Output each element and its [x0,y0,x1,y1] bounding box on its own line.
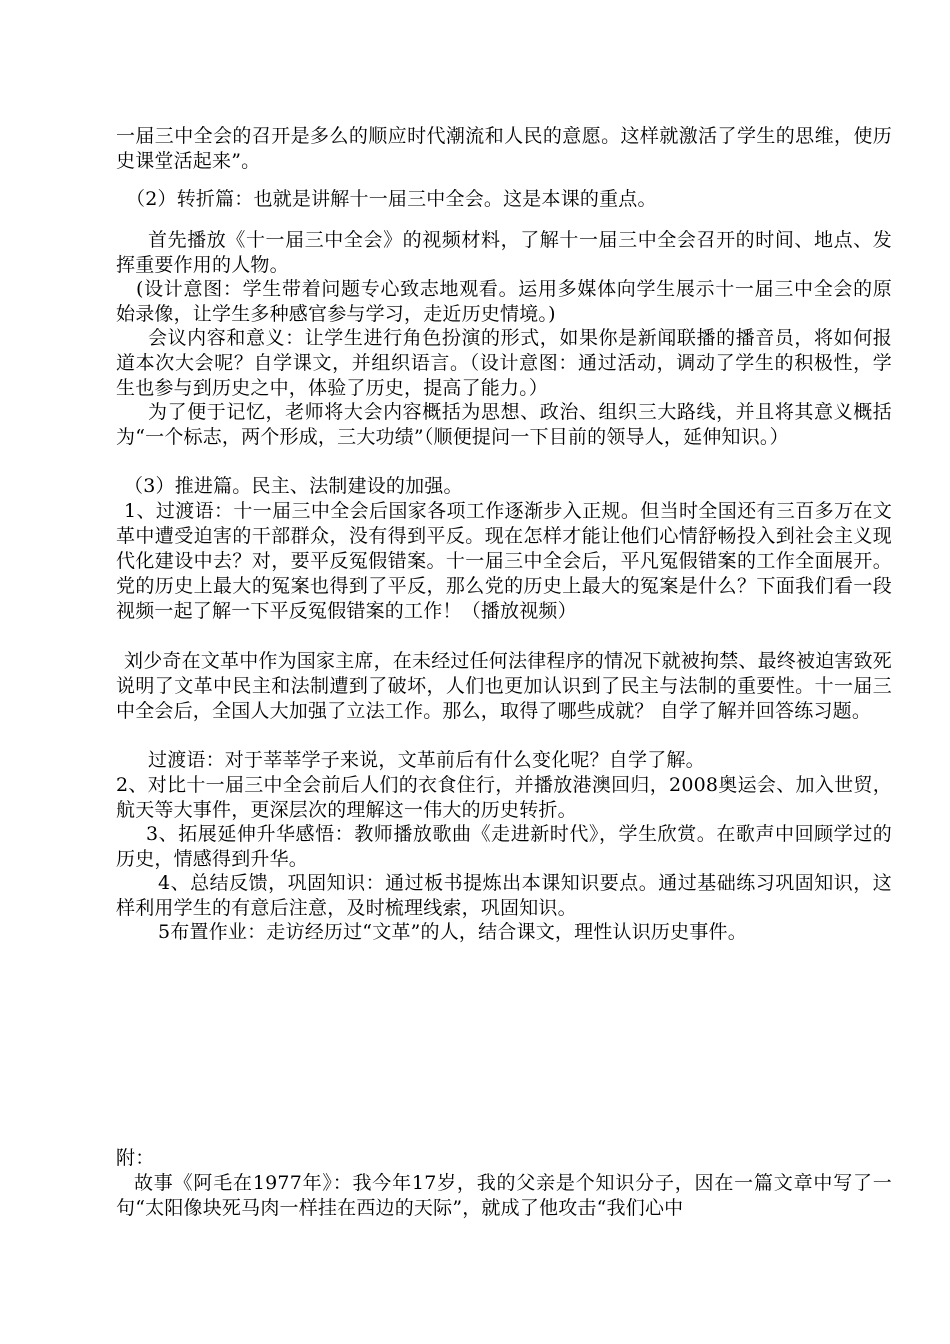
paragraph-extension: 3、拓展延伸升华感悟：教师播放歌曲《走进新时代》，学生欣赏。在歌声中回顾学过的历史，情感得到升华。 [116,823,892,870]
paragraph-comparison: 2、对比十一届三中全会前后人们的衣食住行，并播放港澳回归，2008奥运会、加入世贸，航天等大事件，更深层次的理解这一伟大的历史转折。 [116,774,892,821]
paragraph-design-intent-1: (设计意图：学生带着问题专心致志地观看。运用多媒体向学生展示十一届三中全会的原始录像，让学生多种感官参与学习，走近历史情境。) [116,278,892,325]
appendix-heading: 附： [116,1147,155,1169]
paragraph-meeting-content: 会议内容和意义：让学生进行角色扮演的形式，如果你是新闻联播的播音员，将如何报道本次大会呢？自学课文，并组织语言。（设计意图：通过活动，调动了学生的积极性，学生也参与到历史之中，体验了历史，提高了能力。） [116,327,892,399]
paragraph-transition-1: 1、过渡语：十一届三中全会后国家各项工作逐渐步入正规。但当时全国还有三百多万在文革中遭受迫害的干部群众，没有得到平反。现在怎样才能让他们心情舒畅投入到社会主义现代化建设中去？对，要平反冤假错案。十一届三中全会后，平凡冤假错案的工作全面展开。党的历史上最大的冤案也得到了平反，那么党的历史上最大的冤案是什么？下面我们看一段视频一起了解一下平反冤假错案的工作！（播放视频） [116,500,892,622]
paragraph-advance: （3）推进篇。民主、法制建设的加强。 [124,475,463,497]
paragraph-homework: 5布置作业：走访经历过“文革”的人，结合课文，理性认识历史事件。 [158,921,747,943]
paragraph-turning-point: （2）转折篇：也就是讲解十一届三中全会。这是本课的重点。 [126,188,657,210]
paragraph-summary: 4、总结反馈，巩固知识：通过板书提炼出本课知识要点。通过基础练习巩固知识，这样利用学生的有意后注意，及时梳理线索，巩固知识。 [116,872,892,919]
paragraph-story: 故事《阿毛在1977年》：我今年17岁，我的父亲是个知识分子，因在一篇文章中写了一句“太阳像块死马肉一样挂在西边的天际”，就成了他攻击“我们心中 [116,1172,892,1219]
paragraph-video-intro: 首先播放《十一届三中全会》的视频材料，了解十一届三中全会召开的时间、地点、发挥重要作用的人物。 [116,229,892,276]
paragraph-liu-shaoqi: 刘少奇在文革中作为国家主席，在未经过任何法律程序的情况下就被拘禁、最终被迫害致死说明了文革中民主和法制遭到了破坏，人们也更加认识到了民主与法制的重要性。十一届三中全会后，全国人大加强了立法工作。那么，取得了哪些成就？ 自学了解并回答练习题。 [116,650,893,722]
paragraph-transition-2: 过渡语：对于莘莘学子来说，文革前后有什么变化呢？自学了解。 [148,749,705,771]
paragraph-memory-summary: 为了便于记忆，老师将大会内容概括为思想、政治、组织三大路线，并且将其意义概括为“一个标志，两个形成，三大功绩”（顺便提问一下目前的领导人，延伸知识。） [116,401,892,448]
paragraph-intro-continuation: 一届三中全会的召开是多么的顺应时代潮流和人民的意愿。这样就激活了学生的思维，使历史课堂活起来”。 [116,125,892,172]
